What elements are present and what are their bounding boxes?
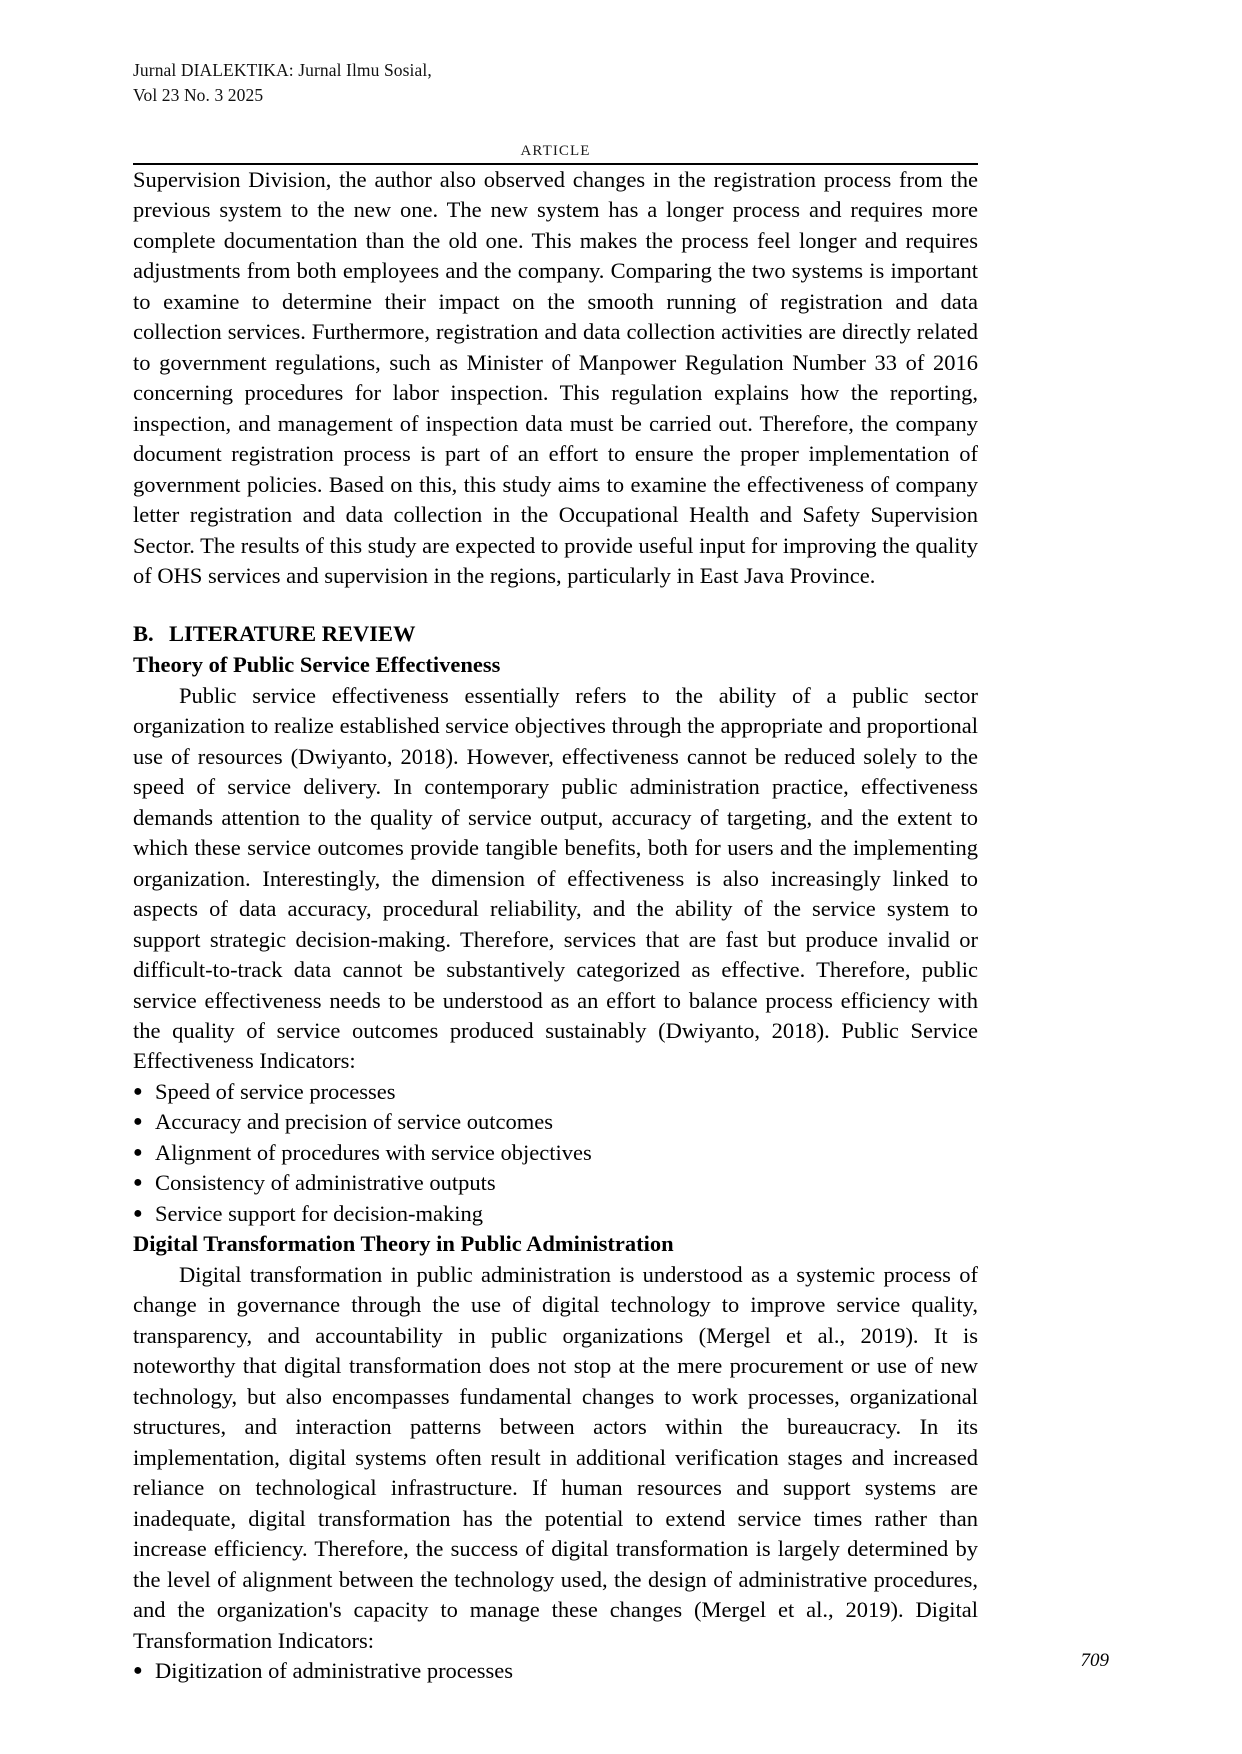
- list-item: [133, 1107, 978, 1137]
- bullet-icon: ●: [133, 1082, 143, 1100]
- page-content: [133, 58, 978, 1687]
- section-heading-literature-review: [133, 619, 978, 650]
- page-number: 709: [1080, 1650, 1109, 1671]
- list-item-label: Alignment of procedures with service objectives: [155, 1139, 592, 1165]
- bullet-icon: ●: [133, 1204, 143, 1222]
- bullet-icon: ●: [133, 1662, 143, 1680]
- bullet-icon: ●: [133, 1143, 143, 1161]
- journal-title: Jurnal DIALEKTIKA: Jurnal Ilmu Sosial,: [133, 60, 432, 80]
- list-item-label: Service support for decision-making: [155, 1200, 484, 1226]
- section-title: LITERATURE REVIEW: [169, 621, 416, 647]
- running-head: [133, 58, 978, 108]
- article-label: ARTICLE: [520, 142, 591, 159]
- list-item-label: Consistency of administrative outputs: [155, 1170, 496, 1196]
- paragraph-public-service-effectiveness: Public service effectiveness essentially refers to the ability of a public sector organization to realize established service objectives through the appropriate and proportional use of resources (Dwiyanto, 2018). However, effectiveness cannot be reduced solely to the speed of service delivery. In contemporary public administration practice, effectiveness demands attention to the quality of service output, accuracy of targeting, and the extent to which these service outcomes provide tangible benefits, both for users and the implementing organization. Interestingly, the dimension of effectiveness is also increasingly linked to aspects of data accuracy, procedural reliability, and the ability of the service system to support strategic decision-making. Therefore, services that are fast but produce invalid or difficult-to-track data cannot be substantively categorized as effective. Therefore, public service effectiveness needs to be understood as an effort to balance process efficiency with the quality of service outcomes produced sustainably (Dwiyanto, 2018). Public Service Effectiveness Indicators:: [133, 682, 978, 1074]
- list-item-label: Speed of service processes: [155, 1078, 396, 1104]
- bullet-list-public-service-indicators: [133, 1077, 978, 1229]
- bullet-icon: ●: [133, 1174, 143, 1192]
- list-item: [133, 1077, 978, 1107]
- paragraph-digital-transformation: Digital transformation in public administration is understood as a systemic process of change in governance through the use of digital technology to improve service quality, transparency, and accountability in public organizations (Mergel et al., 2019). It is noteworthy that digital transformation does not stop at the mere procurement or use of new technology, but also encompasses fundamental changes to work processes, organizational structures, and interaction patterns between actors within the bureaucracy. In its implementation, digital systems often result in additional verification stages and increased reliance on technological infrastructure. If human resources and support systems are inadequate, digital transformation has the potential to extend service times rather than increase efficiency. Therefore, the success of digital transformation is largely determined by the level of alignment between the technology used, the design of administrative procedures, and the organization's capacity to manage these changes (Mergel et al., 2019). Digital Transformation Indicators:: [133, 1261, 978, 1653]
- section-letter: B.: [133, 621, 154, 647]
- list-item: [133, 1656, 978, 1686]
- list-item-label: Digitization of administrative processes: [155, 1658, 514, 1684]
- article-band: [133, 142, 978, 165]
- section-spacer: [133, 591, 978, 619]
- article-body: [133, 165, 978, 1687]
- list-item: [133, 1138, 978, 1168]
- paragraph-continuation: Supervision Division, the author also observed changes in the registration process from the previous system to the new one. The new system has a longer process and requires more complete documentation than the old one. This makes the process feel longer and requires adjustments from both employees and the company. Comparing the two systems is important to examine to determine their impact on the smooth running of registration and data collection services. Furthermore, registration and data collection activities are directly related to government regulations, such as Minister of Manpower Regulation Number 33 of 2016 concerning procedures for labor inspection. This regulation explains how the reporting, inspection, and management of inspection data must be carried out. Therefore, the company document registration process is part of an effort to ensure the proper implementation of government policies. Based on this, this study aims to examine the effectiveness of company letter registration and data collection in the Occupational Health and Safety Supervision Sector. The results of this study are expected to provide useful input for improving the quality of OHS services and supervision in the regions, particularly in East Java Province.: [133, 166, 978, 588]
- list-item: [133, 1168, 978, 1198]
- subheading-public-service-effectiveness: Theory of Public Service Effectiveness: [133, 652, 501, 678]
- subheading-digital-transformation: Digital Transformation Theory in Public Administration: [133, 1231, 674, 1257]
- bullet-icon: ●: [133, 1113, 143, 1131]
- list-item: [133, 1199, 978, 1229]
- list-item-label: Accuracy and precision of service outcomes: [155, 1109, 553, 1135]
- bullet-list-digital-transformation-indicators: [133, 1656, 978, 1686]
- journal-volume-issue: Vol 23 No. 3 2025: [133, 84, 264, 105]
